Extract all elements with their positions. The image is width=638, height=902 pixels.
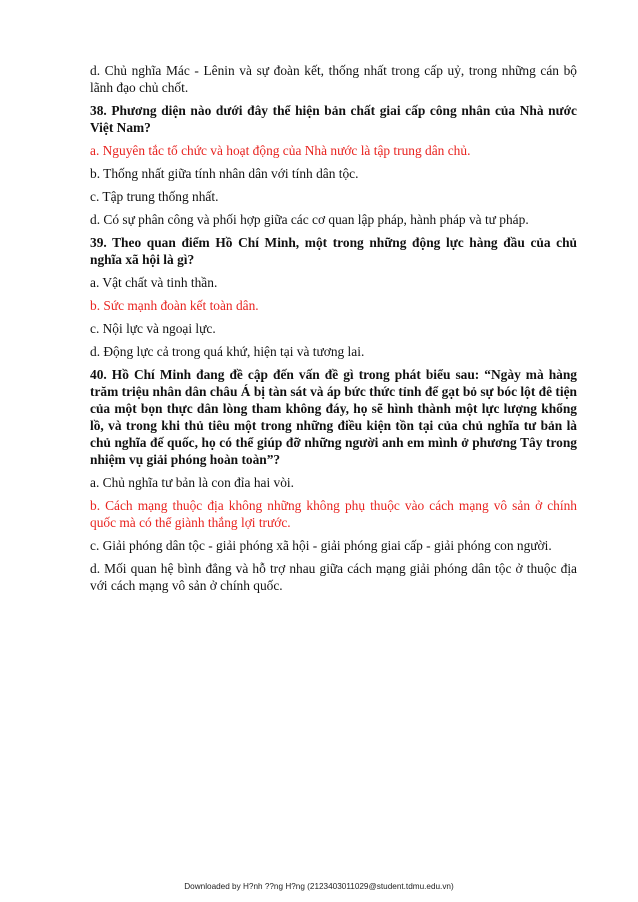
answer-option-correct: b. Cách mạng thuộc địa không những không phụ thuộc vào cách mạng vô sản ở chính quốc mà có thể giành thắng lợi trước.: [90, 498, 577, 530]
question-39: 39. Theo quan điểm Hồ Chí Minh, một trong những động lực hàng đầu của chủ nghĩa xã hội là gì?: [90, 235, 577, 267]
answer-option: a. Vật chất và tinh thần.: [90, 275, 218, 290]
answer-option: a. Chủ nghĩa tư bản là con đỉa hai vòi.: [90, 475, 294, 490]
answer-option: d. Mối quan hệ bình đẳng và hỗ trợ nhau giữa cách mạng giải phóng dân tộc ở thuộc địa với cách mạng vô sản ở chính quốc.: [90, 561, 577, 593]
answer-option: d. Chủ nghĩa Mác - Lênin và sự đoàn kết, thống nhất trong cấp uỷ, trong những cán bộ lãnh đạo chủ chốt.: [90, 63, 577, 95]
answer-option: c. Giải phóng dân tộc - giải phóng xã hội - giải phóng giai cấp - giải phóng con người.: [90, 538, 552, 553]
question-40: 40. Hồ Chí Minh đang đề cập đến vấn đề gì trong phát biểu sau: “Ngày mà hàng trăm triệu nhân dân châu Á bị tàn sát và áp bức thức tỉnh để gạt bỏ sự bóc lột đê tiện của một bọn thực dân lòng tham không đáy, họ sẽ hình thành một lực lượng khổng lồ, và trong khi thủ tiêu một trong những điều kiện tồn tại của chủ nghĩa tư bản là chủ nghĩa đế quốc, họ có thể giúp đỡ những người anh em mình ở phương Tây trong nhiệm vụ giải phóng hoàn toàn”?: [90, 367, 577, 467]
answer-option: c. Nội lực và ngoại lực.: [90, 321, 216, 336]
download-footer: Downloaded by H?nh ??ng H?ng (2123403011029@student.tdmu.edu.vn): [184, 882, 454, 891]
document-body: [90, 62, 577, 600]
answer-option-correct: b. Sức mạnh đoàn kết toàn dân.: [90, 298, 259, 313]
answer-option: d. Có sự phân công và phối hợp giữa các cơ quan lập pháp, hành pháp và tư pháp.: [90, 212, 529, 227]
question-38: 38. Phương diện nào dưới đây thể hiện bản chất giai cấp công nhân của Nhà nước Việt Nam?: [90, 103, 577, 135]
answer-option: b. Thống nhất giữa tính nhân dân với tính dân tộc.: [90, 166, 359, 181]
answer-option: c. Tập trung thống nhất.: [90, 189, 219, 204]
answer-option: d. Động lực cả trong quá khứ, hiện tại và tương lai.: [90, 344, 365, 359]
answer-option-correct: a. Nguyên tắc tổ chức và hoạt động của Nhà nước là tập trung dân chủ.: [90, 143, 471, 158]
